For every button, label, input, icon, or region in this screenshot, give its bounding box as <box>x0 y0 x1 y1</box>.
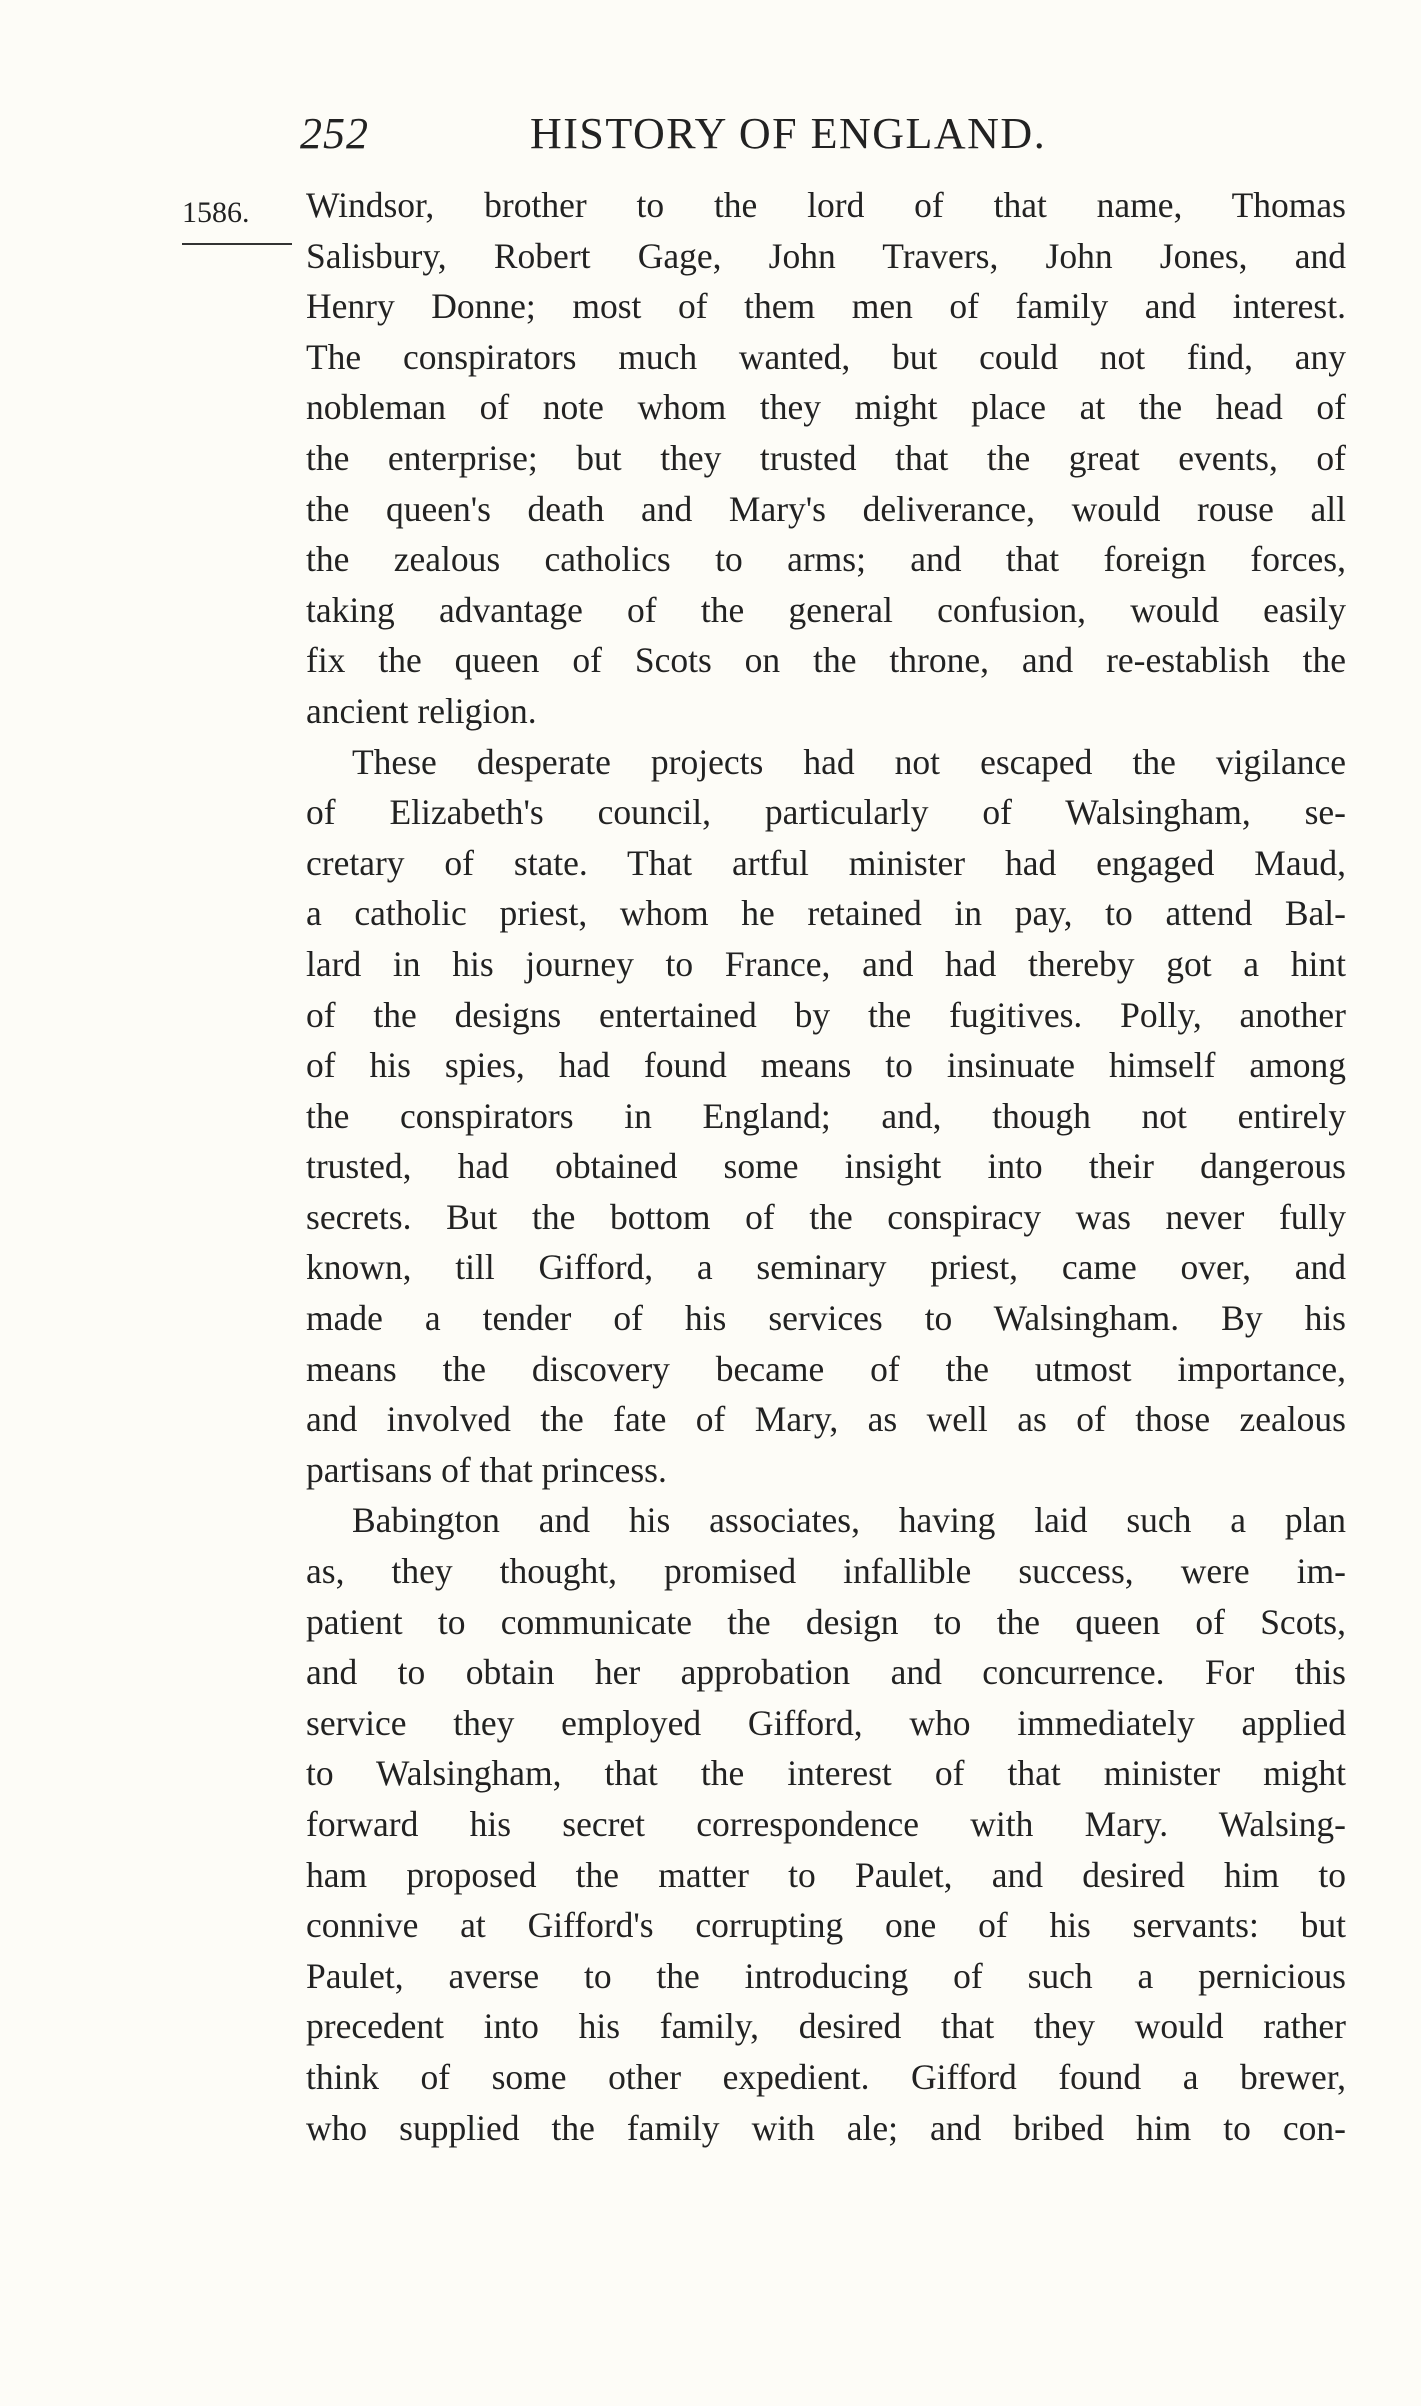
text-line: These desperate projects had not escaped the vigilance <box>352 741 1346 782</box>
text-line: to Walsingham, that the interest of that minister might <box>306 1753 1346 1794</box>
text-line: and to obtain her approbation and concurrence. For this <box>306 1652 1346 1693</box>
margin-rule <box>182 243 292 245</box>
text-line: trusted, had obtained some insight into their dangerous <box>306 1146 1346 1187</box>
running-head <box>300 108 1130 168</box>
page-number: 252 <box>300 109 369 158</box>
text-line: secrets. But the bottom of the conspiracy was never fully <box>306 1196 1346 1237</box>
text-line: the zealous catholics to arms; and that foreign forces, <box>306 539 1346 580</box>
text-line: who supplied the family with ale; and bribed him to con- <box>306 2107 1346 2148</box>
text-line: as, they thought, promised infallible success, were im- <box>306 1551 1346 1592</box>
body-text <box>306 180 1346 2153</box>
text-line: fix the queen of Scots on the throne, and re-establish the <box>306 640 1346 681</box>
text-line: Henry Donne; most of them men of family and interest. <box>306 286 1346 327</box>
text-line: precedent into his family, desired that they would rather <box>306 2006 1346 2047</box>
text-line: of Elizabeth's council, particularly of Walsingham, se- <box>306 792 1346 833</box>
text-line: the queen's death and Mary's deliverance, would rouse all <box>306 488 1346 529</box>
text-line: The conspirators much wanted, but could not find, any <box>306 336 1346 377</box>
text-line: made a tender of his services to Walsingham. By his <box>306 1298 1346 1339</box>
text-line: partisans of that princess. <box>306 1449 667 1490</box>
text-line: of his spies, had found means to insinuate himself among <box>306 1045 1346 1086</box>
text-line: service they employed Gifford, who immediately applied <box>306 1702 1346 1743</box>
page-title: HISTORY OF ENGLAND. <box>530 109 1047 158</box>
text-line: of the designs entertained by the fugitives. Polly, another <box>306 994 1346 1035</box>
text-line: patient to communicate the design to the queen of Scots, <box>306 1601 1346 1642</box>
text-line: Paulet, averse to the introducing of such a pernicious <box>306 1955 1346 1996</box>
text-line: Babington and his associates, having laid such a plan <box>352 1500 1346 1541</box>
text-line: ancient religion. <box>306 690 537 731</box>
text-line: lard in his journey to France, and had thereby got a hint <box>306 943 1346 984</box>
text-line: cretary of state. That artful minister had engaged Maud, <box>306 842 1346 883</box>
text-line: taking advantage of the general confusion, would easily <box>306 589 1346 630</box>
text-line: forward his secret correspondence with Mary. Walsing- <box>306 1804 1346 1844</box>
text-line: the enterprise; but they trusted that the great events, of <box>306 437 1346 478</box>
text-line: nobleman of note whom they might place at the head of <box>306 387 1346 428</box>
text-line: Windsor, brother to the lord of that name, Thomas <box>306 185 1346 225</box>
text-line: connive at Gifford's corrupting one of his servants: but <box>306 1905 1346 1946</box>
text-line: the conspirators in England; and, though not entirely <box>306 1095 1346 1136</box>
text-line: and involved the fate of Mary, as well as of those zealous <box>306 1399 1346 1440</box>
text-line: a catholic priest, whom he retained in pay, to attend Bal- <box>306 893 1346 934</box>
text-line: means the discovery became of the utmost importance, <box>306 1348 1346 1389</box>
text-line: Salisbury, Robert Gage, John Travers, John Jones, and <box>306 235 1346 276</box>
text-line: think of some other expedient. Gifford found a brewer, <box>306 2056 1346 2097</box>
text-line: ham proposed the matter to Paulet, and desired him to <box>306 1854 1346 1895</box>
margin-year: 1586. <box>182 196 250 229</box>
text-line: known, till Gifford, a seminary priest, came over, and <box>306 1247 1346 1288</box>
